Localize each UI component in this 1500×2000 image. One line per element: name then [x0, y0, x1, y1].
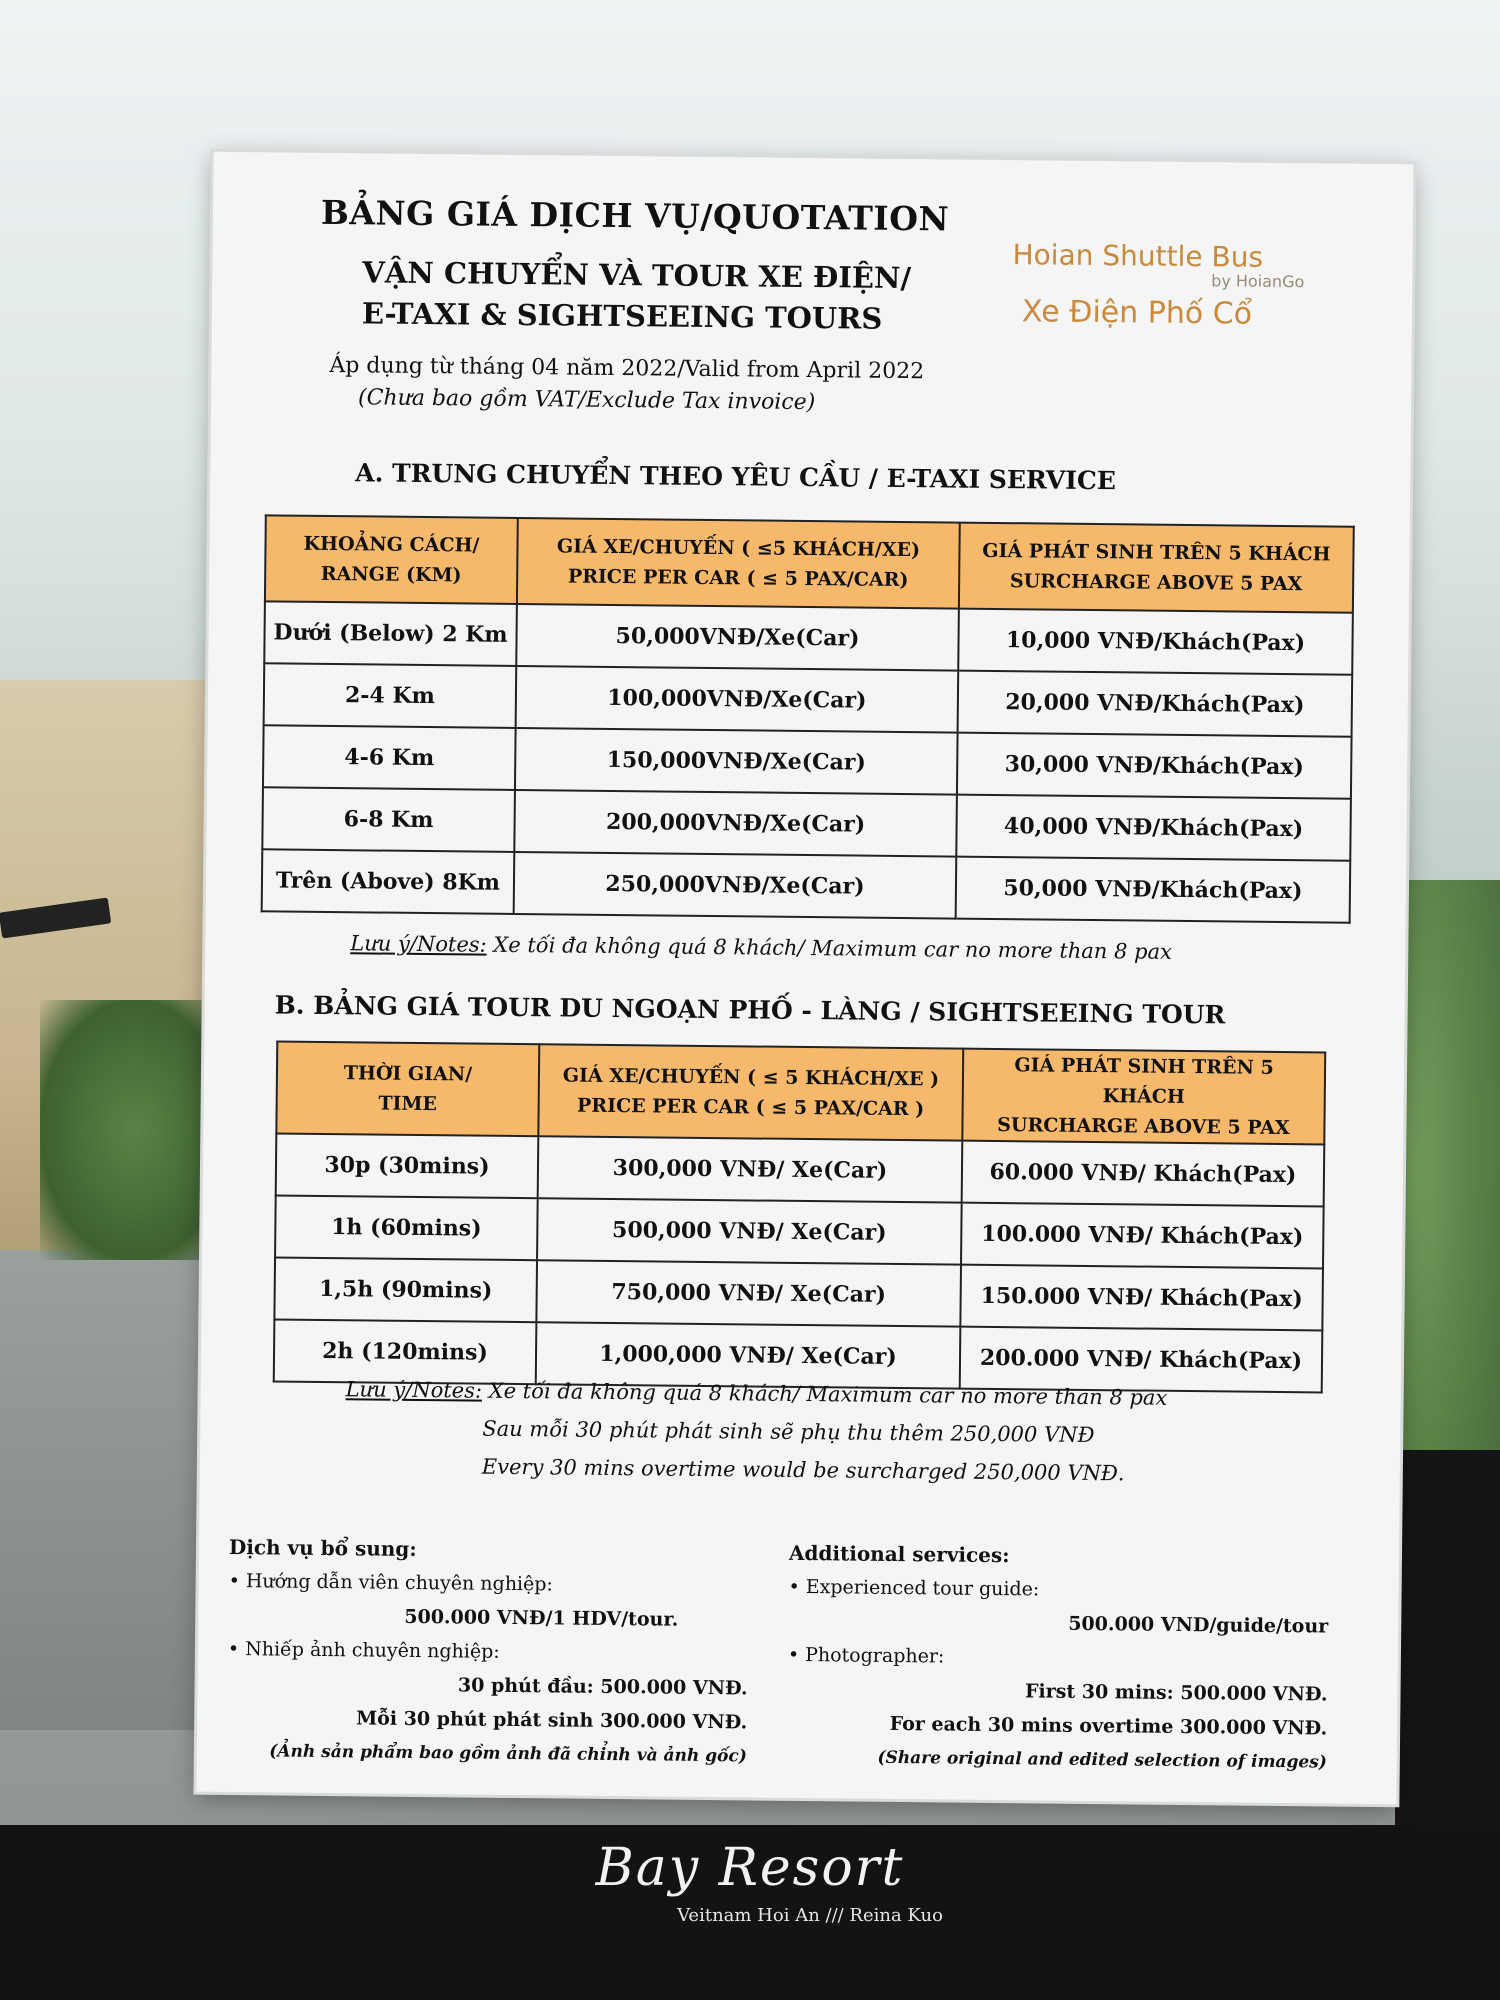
etaxi-price-table — [261, 514, 1355, 923]
cell-range: Trên (Above) 8Km — [262, 849, 515, 914]
cell-surcharge: 40,000 VNĐ/Khách(Pax) — [956, 795, 1351, 861]
service-price: First 30 mins: 500.000 VNĐ. — [1024, 1680, 1328, 1706]
header-price-per-car — [538, 1044, 963, 1140]
window-frame — [1395, 1450, 1500, 1830]
service-price: Mỗi 30 phút phát sinh 300.000 VNĐ. — [356, 1707, 748, 1734]
header-time — [276, 1041, 539, 1136]
table-row — [274, 1257, 1323, 1330]
cell-surcharge: 150.000 VNĐ/ Khách(Pax) — [960, 1265, 1323, 1331]
service-price: 500.000 VND/guide/tour — [1068, 1612, 1329, 1638]
note-label: Lưu ý/Notes: — [345, 1377, 483, 1403]
table-row — [275, 1195, 1324, 1268]
table-row — [262, 849, 1351, 922]
header-line: PRICE PER CAR ( ≤ 5 PAX/CAR) — [567, 565, 909, 592]
cell-range: 6-8 Km — [262, 787, 515, 852]
tax-note: (Chưa bao gồm VAT/Exclude Tax invoice) — [357, 385, 816, 416]
cell-surcharge: 10,000 VNĐ/Khách(Pax) — [958, 609, 1353, 675]
header-range — [265, 515, 518, 604]
header-surcharge — [959, 523, 1354, 613]
cell-surcharge: 100.000 VNĐ/ Khách(Pax) — [961, 1203, 1324, 1269]
sheet-subtitle-line2: E-TAXI & SIGHTSEEING TOURS — [361, 296, 883, 336]
header-line: GIÁ XE/CHUYẾN ( ≤ 5 KHÁCH/XE ) — [562, 1064, 940, 1091]
service-item: • Hướng dẫn viên chuyên nghiệp: — [228, 1569, 553, 1596]
header-line: KHOẢNG CÁCH/ — [303, 532, 480, 557]
header-line: SURCHARGE ABOVE 5 PAX — [1009, 570, 1303, 596]
header-line: RANGE (KM) — [320, 562, 462, 587]
header-line: GIÁ XE/CHUYẾN ( ≤5 KHÁCH/XE) — [556, 535, 921, 562]
overtime-note-vn: Sau mỗi 30 phút phát sinh sẽ phụ thu thêm 250,000 VNĐ — [482, 1416, 1095, 1448]
section-b-title: B. BẢNG GIÁ TOUR DU NGOẠN PHỐ - LÀNG / SIGHTSEEING TOUR — [274, 990, 1226, 1030]
cell-surcharge: 20,000 VNĐ/Khách(Pax) — [958, 671, 1353, 737]
valid-from-text: Áp dụng từ tháng 04 năm 2022/Valid from April 2022 — [329, 352, 925, 385]
table-header-row — [265, 515, 1354, 612]
cell-price: 300,000 VNĐ/ Xe(Car) — [538, 1136, 963, 1202]
cell-surcharge: 30,000 VNĐ/Khách(Pax) — [957, 733, 1352, 799]
table-row — [276, 1133, 1325, 1206]
header-line: SURCHARGE ABOVE 5 PAX — [997, 1114, 1290, 1140]
section-a-note — [350, 931, 1172, 964]
note-text: Xe tối đa không quá 8 khách/ Maximum car no more than 8 pax — [486, 932, 1173, 964]
brand-name: Hoian Shuttle Bus — [1012, 238, 1264, 274]
cell-price: 500,000 VNĐ/ Xe(Car) — [537, 1198, 962, 1264]
service-price: 500.000 VNĐ/1 HDV/tour. — [404, 1605, 679, 1631]
header-line: TIME — [378, 1092, 438, 1116]
additional-heading: Dịch vụ bổ sung: — [228, 1535, 417, 1561]
cell-price: 50,000VNĐ/Xe(Car) — [516, 604, 959, 671]
service-note: (Share original and edited selection of images) — [877, 1747, 1327, 1773]
section-a-title: A. TRUNG CHUYỂN THEO YÊU CẦU / E-TAXI SERVICE — [355, 458, 1117, 496]
price-sheet — [196, 152, 1413, 1804]
table-row — [263, 725, 1352, 798]
watermark-subtitle: Veitnam Hoi An /// Reina Kuo — [677, 1905, 943, 1926]
table-row — [264, 601, 1353, 674]
table-header-row — [276, 1041, 1325, 1144]
service-price: For each 30 mins overtime 300.000 VNĐ. — [889, 1712, 1328, 1740]
cell-range: 4-6 Km — [263, 725, 516, 790]
header-line: GIÁ PHÁT SINH TRÊN 5 KHÁCH — [1014, 1054, 1274, 1108]
header-price-per-car — [517, 518, 960, 609]
cell-range: Dưới (Below) 2 Km — [264, 601, 517, 666]
brand-logo — [1012, 238, 1343, 332]
table-row — [262, 787, 1351, 860]
additional-services-vn — [227, 1530, 749, 1773]
note-text: Xe tối đa không quá 8 khách/ Maximum car no more than 8 pax — [481, 1378, 1168, 1410]
cell-time: 2h (120mins) — [274, 1319, 537, 1384]
service-item: • Experienced tour guide: — [788, 1575, 1040, 1601]
additional-services-en — [787, 1536, 1329, 1780]
sheet-title: BẢNG GIÁ DỊCH VỤ/QUOTATION — [320, 192, 950, 239]
cell-time: 30p (30mins) — [276, 1133, 539, 1198]
header-line: THỜI GIAN/ — [343, 1062, 473, 1086]
cell-price: 750,000 VNĐ/ Xe(Car) — [536, 1260, 961, 1326]
cell-price: 1,000,000 VNĐ/ Xe(Car) — [536, 1322, 961, 1388]
overtime-note-en: Every 30 mins overtime would be surcharged 250,000 VNĐ. — [481, 1454, 1125, 1486]
brand-subtitle: Xe Điện Phố Cổ — [1021, 294, 1253, 332]
header-line: PRICE PER CAR ( ≤ 5 PAX/CAR ) — [576, 1094, 925, 1121]
cell-surcharge: 60.000 VNĐ/ Khách(Pax) — [962, 1141, 1325, 1207]
cell-price: 250,000VNĐ/Xe(Car) — [514, 852, 957, 919]
cell-price: 200,000VNĐ/Xe(Car) — [514, 790, 957, 857]
cell-price: 150,000VNĐ/Xe(Car) — [515, 728, 958, 795]
note-label: Lưu ý/Notes: — [350, 931, 487, 957]
cell-surcharge: 50,000 VNĐ/Khách(Pax) — [956, 857, 1351, 923]
cell-range: 2-4 Km — [264, 663, 517, 728]
cell-surcharge: 200.000 VNĐ/ Khách(Pax) — [960, 1327, 1323, 1393]
brand-by: by HoianGo — [1211, 271, 1305, 292]
header-surcharge — [962, 1049, 1325, 1145]
additional-heading: Additional services: — [788, 1540, 1010, 1568]
watermark-title: Bay Resort — [595, 1838, 905, 1898]
cell-price: 100,000VNĐ/Xe(Car) — [516, 666, 959, 733]
cell-time: 1h (60mins) — [275, 1195, 538, 1260]
tour-price-table — [273, 1040, 1327, 1393]
cell-time: 1,5h (90mins) — [274, 1257, 537, 1322]
header-line: GIÁ PHÁT SINH TRÊN 5 KHÁCH — [982, 539, 1331, 566]
service-note: (Ảnh sản phẩm bao gồm ảnh đã chỉnh và ảnh gốc) — [269, 1741, 747, 1767]
service-price: 30 phút đầu: 500.000 VNĐ. — [457, 1674, 748, 1700]
service-item: • Photographer: — [787, 1643, 945, 1668]
table-row — [264, 663, 1353, 736]
service-item: • Nhiếp ảnh chuyên nghiệp: — [227, 1637, 500, 1663]
sheet-subtitle-line1: VẬN CHUYỂN VÀ TOUR XE ĐIỆN/ — [362, 255, 912, 296]
